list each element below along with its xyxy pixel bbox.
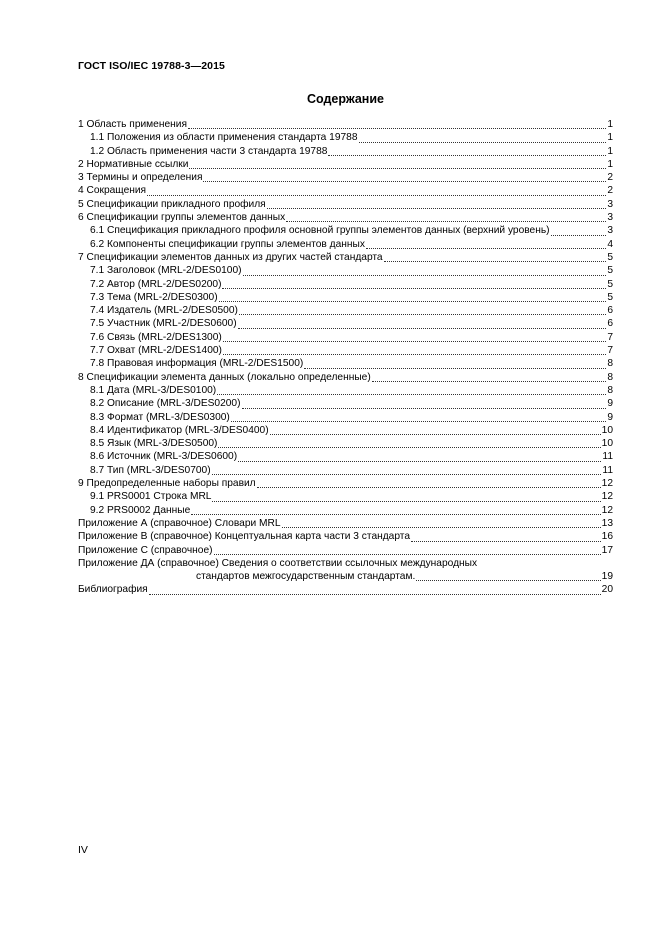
toc-entry-label: 9 Предопределенные наборы правил [78,478,256,490]
toc-page-number: 1 [607,119,613,130]
toc-entry [78,477,613,490]
toc-entry-label: 9.1 PRS0001 Строка MRL [90,491,212,503]
toc-entry [78,291,613,304]
toc-entry [78,517,613,530]
toc-page-number: 11 [602,451,613,463]
toc-page-number: 17 [601,544,613,556]
toc-leader-dots [243,266,607,276]
toc-page-number: 11 [602,464,613,476]
toc-entry [78,264,613,277]
toc-entry-label: 7.4 Издатель (MRL-2/DES0500) [90,305,238,317]
toc-entry-label: 8.2 Описание (MRL-3/DES0200) [90,398,241,410]
toc-entry [78,490,613,503]
toc-page-number: 1 [607,145,613,157]
toc-page-number: 9 [607,411,613,423]
toc-entry [78,131,613,144]
toc-entry [78,145,613,158]
toc-entry-label: 7.7 Охват (MRL-2/DES1400) [90,345,222,357]
toc-entry [78,397,613,410]
toc-entry-label: 8.6 Источник (MRL-3/DES0600) [90,451,238,463]
toc-leader-dots [149,585,601,595]
toc-entry-continuation [78,570,613,583]
toc-entry-label: 7.8 Правовая информация (MRL-2/DES1500) [90,358,304,370]
toc-entry-label: Приложение А (справочное) Словари MRL [78,517,281,529]
toc-leader-dots [384,252,607,262]
toc-entry [78,530,613,543]
toc-entry-label: 8 Спецификации элемента данных (локально определенные) [78,371,371,383]
toc-leader-dots [238,319,607,329]
toc-entry-label: Приложение В (справочное) Концептуальная карта части 3 стандарта [78,531,411,543]
toc-entry: Приложение ДА (справочное) Сведения о соответствии ссылочных международных [78,557,478,569]
toc-entry-label: 8.1 Дата (MRL-3/DES0100) [90,384,217,396]
toc-page-number: 8 [607,384,613,396]
toc-entry-label: 9.2 PRS0002 Данные [90,504,191,516]
toc-entry [78,184,613,197]
toc-leader-dots [238,452,601,462]
toc-leader-dots [239,305,606,315]
toc-page-number: 5 [607,251,613,263]
toc-entry-label: 1.2 Область применения части 3 стандарта 19788 [90,145,328,157]
toc-entry [78,331,613,344]
toc-entry [78,371,613,384]
toc-leader-dots [551,226,607,236]
toc-entry-label: 5 Спецификации прикладного профиля [78,198,266,210]
toc-entry-label: 7 Спецификации элементов данных из других частей стандарта [78,251,383,263]
toc-entry [78,424,613,437]
toc-page-number: 5 [607,265,613,277]
toc-leader-dots [270,425,601,435]
toc-leader-dots [359,133,607,143]
toc-entry [78,450,613,463]
toc-page-number: 2 [607,172,613,184]
toc-entry [78,411,613,424]
toc-entry [78,357,613,370]
toc-entry-label: 2 Нормативные ссылки [78,158,189,170]
toc-leader-dots [282,518,601,528]
toc-leader-dots [217,385,606,395]
toc-page-number: 3 [607,198,613,210]
toc-entry-label: Библиография [78,584,148,596]
toc-leader-dots [328,146,606,156]
toc-leader-dots [257,478,601,488]
toc-entry-label: 8.7 Тип (MRL-3/DES0700) [90,464,211,476]
toc-entry [78,344,613,357]
toc-page-number: 1 [607,158,613,170]
toc-entry-label: 7.5 Участник (MRL-2/DES0600) [90,318,237,330]
page-number-footer: IV [78,844,88,856]
toc-leader-dots [304,359,606,369]
toc-entry [78,211,613,224]
toc-page-number: 1 [607,132,613,144]
toc-page-number: 7 [607,331,613,343]
toc-entry-label: стандартов межгосударственным стандартам. [196,571,416,583]
toc-entry-label: 1.1 Положения из области применения стандарта 19788 [90,132,358,144]
toc-entry-label: 3 Термины и определения [78,172,203,184]
toc-entry [78,198,613,211]
toc-entry-label: 7.6 Связь (MRL-2/DES1300) [90,331,222,343]
toc-leader-dots [218,438,600,448]
toc-page-number: 10 [601,424,613,436]
toc-page-number: 7 [607,345,613,357]
toc-page-number: 9 [607,398,613,410]
page-title: Содержание [306,92,384,106]
toc-page-number: 20 [601,584,613,596]
toc-entry-label: 7.2 Автор (MRL-2/DES0200) [90,278,222,290]
toc-leader-dots [222,279,606,289]
toc-entry [78,544,613,557]
toc-leader-dots [416,571,600,581]
toc-entry-label: 8.5 Язык (MRL-3/DES0500) [90,438,218,450]
toc-entry-label: 1 Область применения [78,119,187,130]
toc-page-number: 8 [607,371,613,383]
toc-entry [78,278,613,291]
toc-page-number: 5 [607,278,613,290]
toc-entry [78,171,613,184]
toc-entry [78,238,613,251]
table-of-contents [78,118,613,597]
toc-page-number: 8 [607,358,613,370]
toc-page-number: 12 [601,491,613,503]
toc-leader-dots [147,186,606,196]
toc-page-number: 6 [607,305,613,317]
toc-leader-dots [366,239,606,249]
toc-entry [78,437,613,450]
toc-page-number: 16 [601,531,613,543]
toc-leader-dots [411,532,601,542]
toc-entry [78,251,613,264]
toc-leader-dots [188,119,606,129]
toc-entry-label: 8.4 Идентификатор (MRL-3/DES0400) [90,424,269,436]
toc-entry [78,224,613,237]
toc-page-number: 4 [607,238,613,250]
toc-leader-dots [223,345,606,355]
toc-entry-label: 6.1 Спецификация прикладного профиля основной группы элементов данных (верхний уровень) [90,225,550,237]
toc-entry [78,464,613,477]
toc-page-number: 10 [601,438,613,450]
toc-leader-dots [242,399,607,409]
toc-entry-label: Приложение С (справочное) [78,544,213,556]
toc-leader-dots [267,199,607,209]
toc-entry [78,583,613,596]
toc-leader-dots [219,292,607,302]
toc-page-number: 19 [601,571,613,583]
toc-leader-dots [223,332,607,342]
toc-leader-dots [214,545,601,555]
toc-entry [78,158,613,171]
toc-page-number: 12 [601,478,613,490]
toc-entry [78,317,613,330]
toc-leader-dots [231,412,607,422]
toc-entry-label: 7.3 Тема (MRL-2/DES0300) [90,291,218,303]
toc-leader-dots [286,212,606,222]
toc-entry [78,504,613,517]
toc-entry-label: 8.3 Формат (MRL-3/DES0300) [90,411,230,423]
toc-entry-label: 7.1 Заголовок (MRL-2/DES0100) [90,265,242,277]
toc-entry-label: 6 Спецификации группы элементов данных [78,212,286,224]
toc-leader-dots [189,159,606,169]
toc-leader-dots [191,505,600,515]
toc-leader-dots [372,372,607,382]
document-header: ГОСТ ISO/IEC 19788-3—2015 [78,60,225,72]
toc-entry [78,118,613,131]
toc-leader-dots [212,492,600,502]
toc-leader-dots [212,465,602,475]
toc-page-number: 12 [601,504,613,516]
toc-page-number: 3 [607,212,613,224]
toc-entry-label: 4 Сокращения [78,185,147,197]
toc-entry [78,384,613,397]
toc-page-number: 2 [607,185,613,197]
toc-entry [78,304,613,317]
toc-entry-label: 6.2 Компоненты спецификации группы элементов данных [90,238,365,250]
toc-page-number: 5 [607,291,613,303]
toc-page-number: 13 [601,517,613,529]
toc-page-number: 3 [607,225,613,237]
toc-page-number: 6 [607,318,613,330]
toc-leader-dots [203,172,606,182]
